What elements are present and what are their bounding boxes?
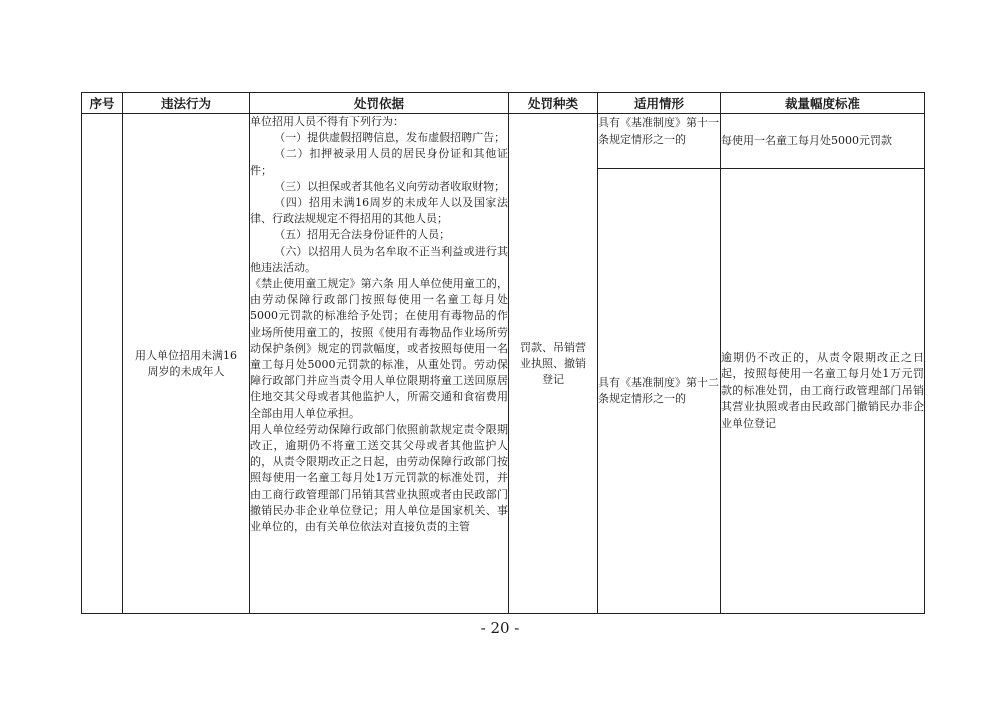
basis-paragraph: （五）招用无合法身份证件的人员； bbox=[274, 228, 451, 242]
penalty-standards-table bbox=[81, 92, 925, 614]
basis-paragraph: （一）提供虚假招聘信息，发布虚假招聘广告； bbox=[274, 131, 506, 145]
basis-paragraph: （六）以招用人员为名牟取不正当利益或进行其他违法活动。 bbox=[250, 244, 508, 274]
situation-cell-2: 具有《基准制度》第十二条规定情形之一的 bbox=[598, 169, 721, 614]
header-penalty-type: 处罚种类 bbox=[509, 93, 598, 114]
header-penalty-basis: 处罚依据 bbox=[250, 93, 509, 114]
basis-paragraph: 单位招用人员不得有下列行为： bbox=[250, 115, 404, 128]
header-index: 序号 bbox=[82, 93, 123, 114]
table-row bbox=[82, 114, 925, 169]
penalty-basis-cell bbox=[250, 114, 509, 614]
violation-cell bbox=[123, 114, 250, 614]
standard-cell-2: 逾期仍不改正的，从责令限期改正之日起，按照每使用一名童工每月处1万元罚款的标准处罚，由工商行政管理部门吊销其营业执照或者由民政部门撤销民办非企业单位登记 bbox=[721, 169, 925, 614]
situation-cell-1: 具有《基准制度》第十一条规定情形之一的 bbox=[598, 114, 721, 169]
basis-paragraph: 用人单位经劳动保障行政部门依照前款规定责令限期改正，逾期仍不将童工送交其父母或者其他监护人的，从责令限期改正之日起，由劳动保障行政部门按照每使用一名童工每月处1万元罚款的标准处罚，并由工商行政管理部门吊销其营业执照或者由民政部门撤销民办非企业单位登记；用人单位是国家机关、事业单位的，由有关单位依法对直接负责的主管 bbox=[250, 422, 508, 534]
page-number: - 20 - bbox=[480, 619, 520, 637]
penalty-type-cell bbox=[509, 114, 598, 614]
basis-paragraph: （四）招用未满16周岁的未成年人以及国家法律、行政法规规定不得招用的其他人员； bbox=[250, 196, 508, 226]
header-applicable-situation: 适用情形 bbox=[598, 93, 721, 114]
header-violation: 违法行为 bbox=[123, 93, 250, 114]
penalty-type-text: 罚款、吊销营业执照、撤销登记 bbox=[520, 340, 586, 386]
violation-text: 用人单位招用未满16周岁的未成年人 bbox=[135, 348, 237, 378]
basis-paragraph: （二）扣押被录用人员的居民身份证和其他证件； bbox=[250, 147, 508, 177]
standard-cell-1: 每使用一名童工每月处5000元罚款 bbox=[721, 114, 925, 169]
basis-paragraph: 《禁止使用童工规定》第六条 用人单位使用童工的，由劳动保障行政部门按照每使用一名童工每月处5000元罚款的标准给予处罚；在使用有毒物品的作业场所使用童工的，按照《使用有毒物品作业场所劳动保护条例》规定的罚款幅度，或者按照每使用一名童工每月处5000元罚款的标准，从重处罚。劳动保障行政部门并应当责令用人单位限期将童工送回原居住地交其父母或者其他监护人，所需交通和食宿费用全部由用人单位承担。 bbox=[250, 277, 508, 420]
table-header-row bbox=[82, 93, 925, 114]
basis-paragraph: （三）以担保或者其他名义向劳动者收取财物； bbox=[274, 179, 506, 193]
header-discretion-standard: 裁量幅度标准 bbox=[721, 93, 925, 114]
index-cell bbox=[82, 114, 123, 614]
